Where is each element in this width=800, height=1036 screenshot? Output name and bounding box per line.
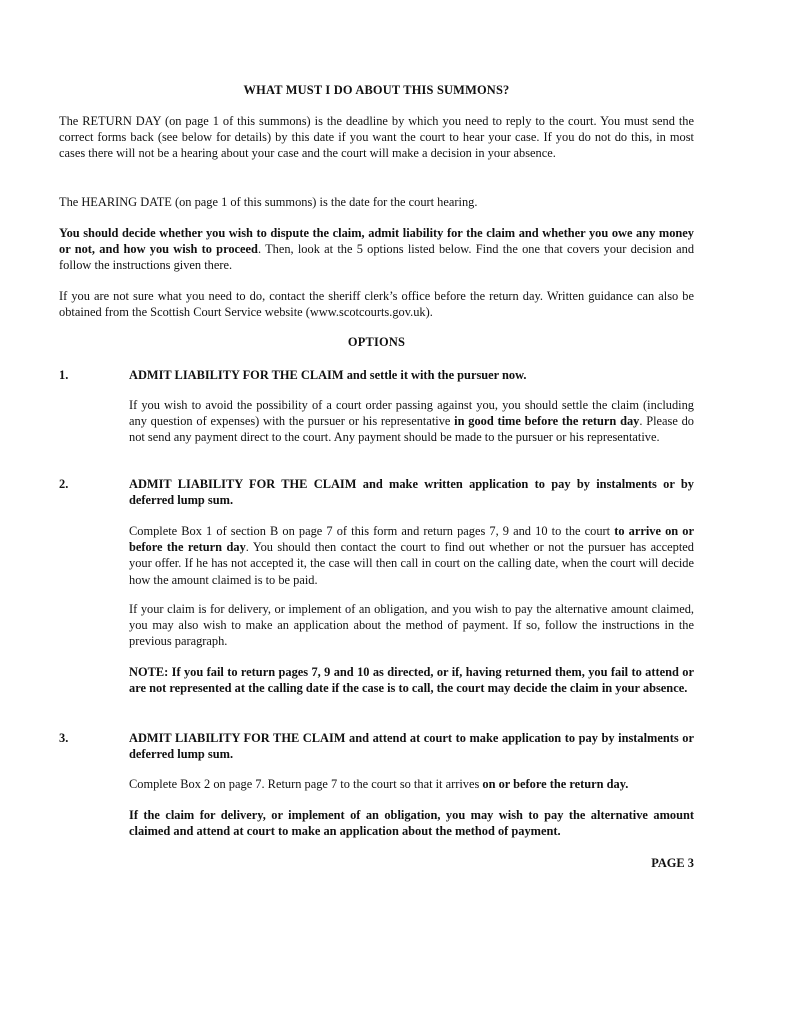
intro-paragraph-guidance: If you are not sure what you need to do, contact the sheriff clerk’s office before the return day. Written guidance can also be obtained from the Scottish Court Service website (www.scotcourts.gov.uk).: [59, 289, 694, 320]
intro-paragraph-return-day: The RETURN DAY (on page 1 of this summons) is the deadline by which you need to reply to the court. You must send the correct forms back (see below for details) by this date if you want the court to hear your case. If you do not do this, in most cases there will not be a hearing about your case and the court will make a decision in your absence.: [59, 114, 694, 161]
option-2-delivery-paragraph: If your claim is for delivery, or implement of an obligation, and you wish to pay the alternative amount claimed, you may also wish to make an application about the method of payment. If so, follow the instructions in the previous paragraph.: [129, 602, 694, 649]
page-heading: WHAT MUST I DO ABOUT THIS SUMMONS?: [243, 83, 510, 97]
option-2-note: NOTE: If you fail to return pages 7, 9 and 10 as directed, or if, having returned them, you fail to attend or are not represented at the calling date if the case is to call, the court may decide the claim in your absence.: [129, 665, 694, 696]
options-heading: OPTIONS: [347, 335, 406, 349]
option-1-paragraph: [129, 397, 694, 446]
option-1-title-caps: ADMIT LIABILITY FOR THE CLAIM: [129, 368, 344, 382]
option-2-title-caps: ADMIT LIABILITY FOR THE CLAIM: [129, 477, 357, 491]
intro-paragraph-decide: [59, 225, 694, 274]
option-1-text-bold: in good time before the return day: [454, 414, 640, 429]
option-3-text-bold: on or before the return day.: [482, 777, 629, 791]
option-3-paragraph: [129, 776, 694, 792]
option-1-title-rest: and settle it with the pursuer now.: [343, 368, 527, 382]
option-2-title: [129, 476, 694, 508]
option-2-text-a: Complete Box 1 of section B on page 7 of this form and return pages 7, 9 and 10 to the court: [129, 524, 615, 538]
option-2-title-rest: and make written application to pay by instalments or by deferred lump sum.: [129, 477, 694, 508]
option-3-number: 3.: [59, 731, 69, 745]
option-1-text-c: . Please do not send any payment direct to the court. Any payment should be made to the pursuer or his representative.: [129, 414, 695, 445]
option-1-text-a: If you wish to avoid the possibility of a court order passing against you, you should settle the claim (including any question of expenses) with the pursuer or his representative: [129, 398, 694, 429]
option-2-number: 2.: [59, 477, 69, 491]
decide-rest-text: . Then, look at the 5 options listed below. Find the one that covers your decision and follow the instructions given there.: [59, 242, 695, 273]
option-2-text-bold: to arrive on or before the return day: [129, 524, 694, 555]
option-3-text-a: Complete Box 2 on page 7. Return page 7 to the court so that it arrives: [129, 777, 483, 791]
option-3-title-caps: ADMIT LIABILITY FOR THE CLAIM: [129, 731, 346, 745]
option-3-delivery-paragraph: If the claim for delivery, or implement of an obligation, you may wish to pay the alternative amount claimed and attend at court to make an application about the method of payment.: [129, 808, 694, 839]
option-3-title: [129, 730, 694, 762]
decide-bold-text: You should decide whether you wish to dispute the claim, admit liability for the claim and whether you owe any money or not, and how you wish to proceed: [59, 226, 694, 257]
option-1-number: 1.: [59, 368, 69, 382]
option-3-title-rest: and attend at court to make application to pay by instalments or deferred lump sum.: [129, 731, 694, 762]
option-2-paragraph: [129, 523, 694, 588]
option-2-text-c: . You should then contact the court to find out whether or not the pursuer has accepted your offer. If he has not accepted it, the case will then call in court on the calling date, when the court will decide how the amount claimed is to be paid.: [129, 540, 694, 587]
intro-paragraph-hearing-date: The HEARING DATE (on page 1 of this summons) is the date for the court hearing.: [59, 195, 478, 209]
page-number: PAGE 3: [651, 856, 694, 870]
option-1-title: [129, 367, 694, 383]
